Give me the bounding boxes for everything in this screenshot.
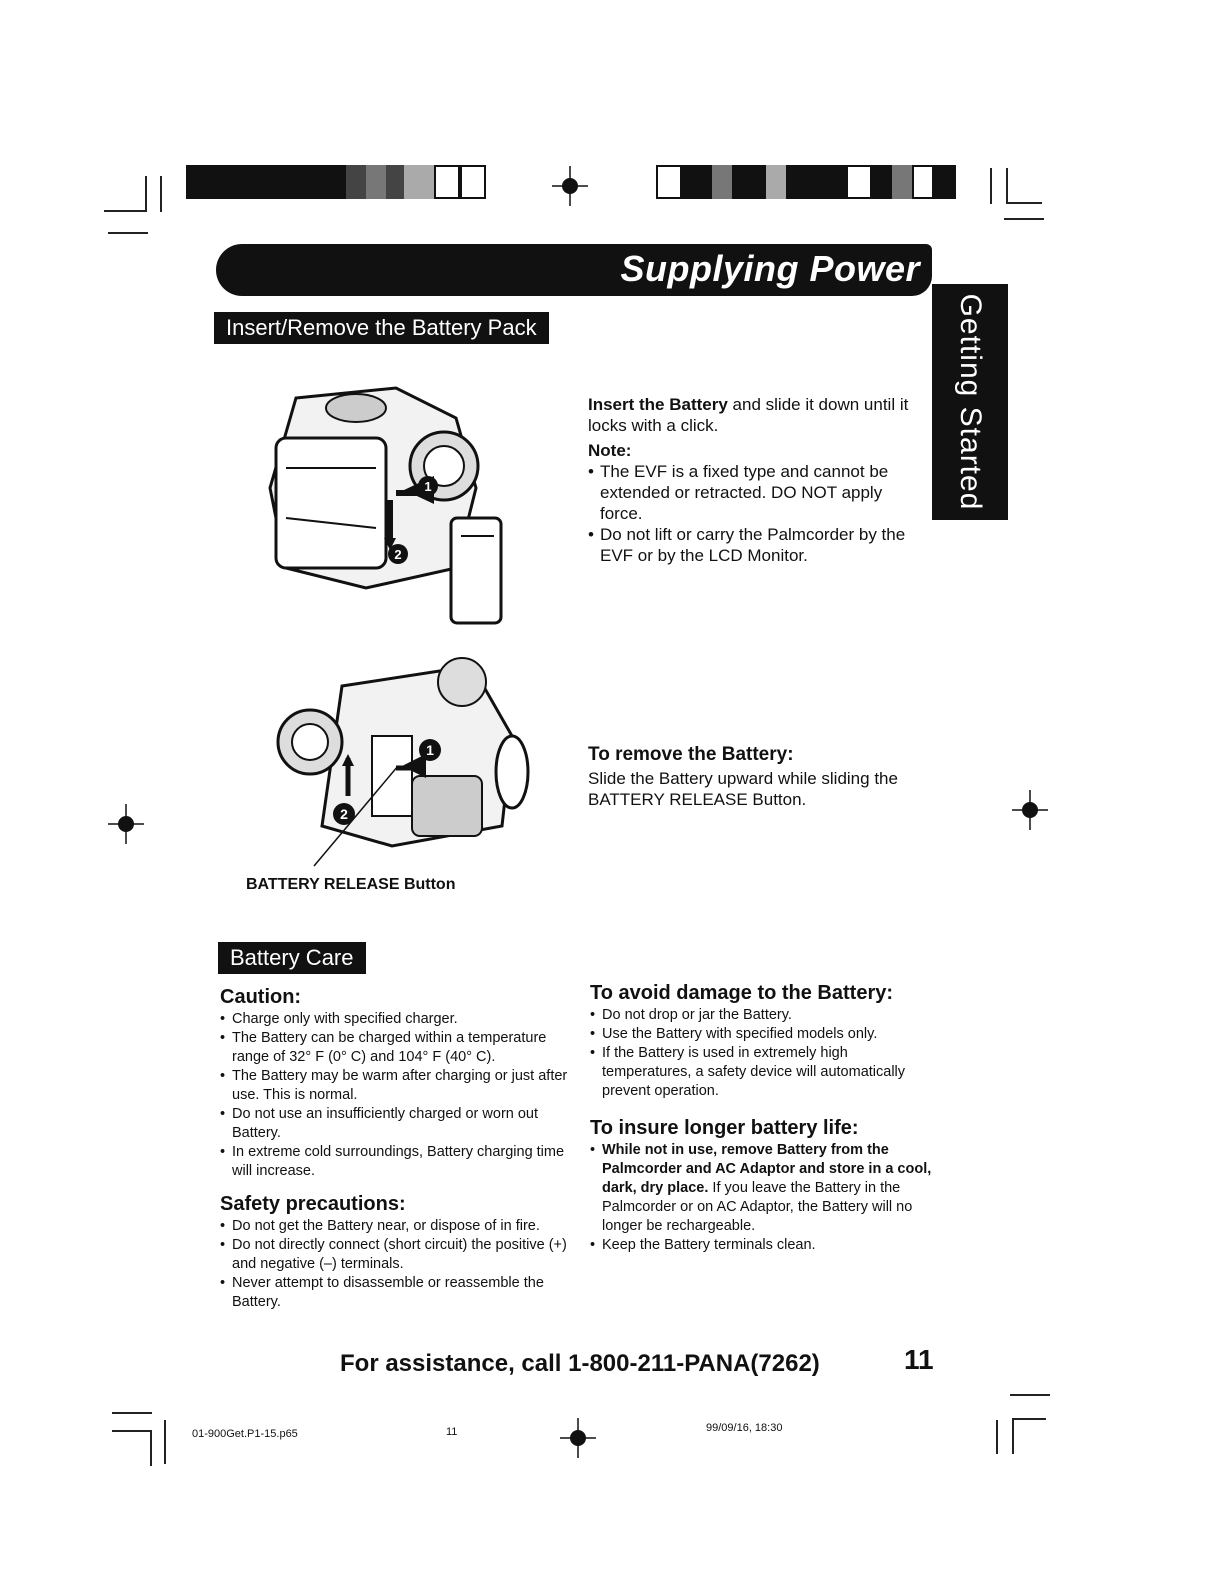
crop-mark [990,168,992,204]
print-file-page: 11 [446,1426,458,1438]
insert-text: and slide it down until it locks with a click. [588,395,909,435]
caution-title: Caution: [220,986,302,1008]
caution-block [220,984,570,1312]
side-tab [932,284,1008,520]
crop-mark [164,1420,166,1464]
damage-title: To avoid damage to the Battery: [590,982,894,1004]
registration-target-icon [108,804,144,844]
note-item: • Do not lift or carry the Palmcorder by the EVF or by the LCD Monitor. [588,524,928,566]
crop-mark [108,232,148,234]
crop-mark [160,176,162,212]
note-label: Note: [588,441,632,460]
damage-block [590,980,940,1255]
damage-item: • Do not drop or jar the Battery. [590,1006,940,1025]
safety-item: • Do not get the Battery near, or dispose of in fire. [220,1217,570,1236]
crop-mark [145,176,147,212]
release-button-caption: BATTERY RELEASE Button [246,876,456,893]
crop-mark [1012,1418,1014,1454]
crop-mark [1004,218,1044,220]
page-number: 11 [904,1344,934,1375]
assistance-line: For assistance, call 1-800-211-PANA(7262) [340,1350,820,1377]
crop-mark [996,1420,998,1454]
crop-mark [112,1430,150,1432]
crop-mark [150,1430,152,1466]
crop-mark [1006,168,1008,204]
remove-title: To remove the Battery: [588,744,794,765]
life-item-bold: While not in use, remove Battery from the Palmcorder and AC Adaptor and store in a cool, dark, dry place. [602,1142,932,1196]
section-header-care: Battery Care [218,942,366,974]
crop-mark [1010,1394,1050,1396]
camcorder-insert-battery-illustration [256,378,516,636]
print-timestamp: 99/09/16, 18:30 [706,1422,783,1434]
callout-2: 2 [340,806,348,822]
crop-mark [104,210,146,212]
insert-title: Insert the Battery [588,395,728,414]
callout-2: 2 [394,547,402,562]
damage-item: • Use the Battery with specified models only. [590,1025,940,1044]
crop-mark [1012,1418,1046,1420]
registration-target-icon [1012,790,1048,830]
section-header-insert: Insert/Remove the Battery Pack [214,312,549,344]
color-bar-left [186,165,486,199]
registration-target-icon [552,166,588,206]
caution-item: • In extreme cold surroundings, Battery charging time will increase. [220,1143,570,1181]
crop-mark [112,1412,152,1414]
caution-item: • Do not use an insufficiently charged or worn out Battery. [220,1105,570,1143]
print-file-name: 01-900Get.P1-15.p65 [192,1428,298,1440]
safety-item: • Never attempt to disassemble or reassemble the Battery. [220,1274,570,1312]
title-banner [216,244,932,296]
caution-item: • Charge only with specified charger. [220,1010,570,1029]
side-tab-label: Getting Started [954,293,987,511]
insert-instructions [588,394,928,566]
camcorder-remove-battery-illustration [272,646,552,868]
caution-item: • The Battery may be warm after charging or just after use. This is normal. [220,1067,570,1105]
callout-1: 1 [426,742,434,758]
remove-instructions [588,742,928,810]
crop-mark [1006,202,1042,204]
color-bar-right [656,165,956,199]
registration-target-icon [560,1418,596,1458]
page-title: Supplying Power [620,248,920,289]
note-item: • The EVF is a fixed type and cannot be extended or retracted. DO NOT apply force. [588,461,928,524]
callout-1: 1 [424,479,432,494]
safety-title: Safety precautions: [220,1193,406,1215]
caution-item: • The Battery can be charged within a temperature range of 32° F (0° C) and 104° F (40° C). [220,1029,570,1067]
life-item: • Keep the Battery terminals clean. [590,1236,940,1255]
life-item-rest: If you leave the Battery in the Palmcorder or on AC Adaptor, the Battery will no longer be rechargeable. [602,1180,913,1234]
life-item [590,1141,940,1236]
safety-item: • Do not directly connect (short circuit) the positive (+) and negative (–) terminals. [220,1236,570,1274]
life-title: To insure longer battery life: [590,1117,859,1139]
damage-item: • If the Battery is used in extremely high temperatures, a safety device will automatically prevent operation. [590,1044,940,1101]
remove-text: Slide the Battery upward while sliding the BATTERY RELEASE Button. [588,769,898,809]
